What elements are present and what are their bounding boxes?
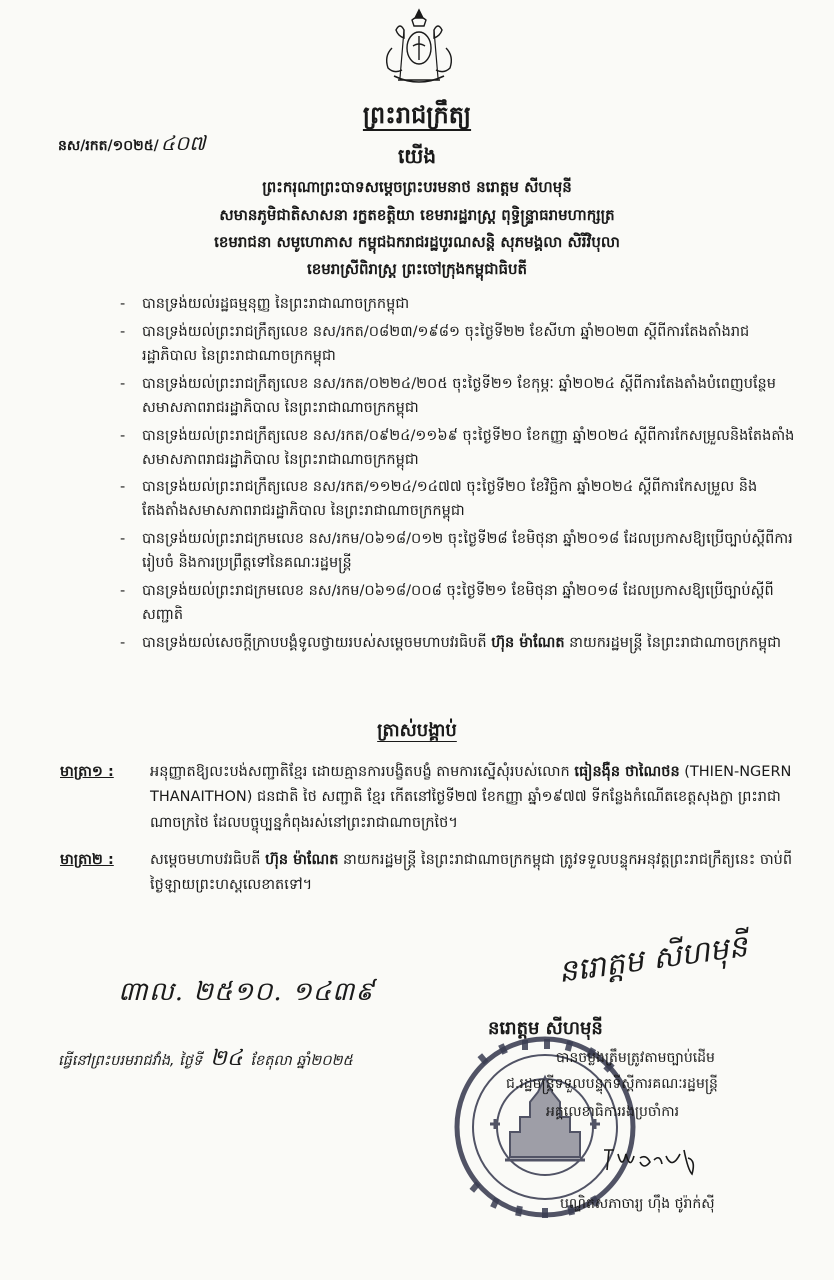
recital-text: បានទ្រង់យល់សេចក្តីក្រាបបង្គំទូលថ្វាយរបស់សម្តេចមហាបវរធិបតី	[142, 634, 492, 651]
recitals-list	[120, 293, 795, 660]
decree-title: ព្រះរាជក្រឹត្យ	[362, 101, 472, 129]
reference-number-handwritten: ៤០៧	[160, 131, 206, 155]
prime-minister-name: ហ៊ុន ម៉ាណែត	[265, 852, 339, 868]
article-2	[60, 848, 800, 899]
recital-item: - បានទ្រង់យល់ព្រះរាជក្រឹត្យលេខ នស/រកត/១១២៤/១៤៧៧ ចុះថ្ងៃទី២០ ខែវិច្ឆិកា ឆ្នាំ២០២៤ ស្តីពីការកែសម្រួល និងតែងតាំងសមាសភាពរាជរដ្ឋាភិបាល នៃព្រះរាជាណាចក្រកម្ពុជា	[120, 476, 795, 524]
signing-place-and-date	[58, 1044, 353, 1076]
article-1	[60, 760, 800, 836]
article-1-text	[150, 760, 800, 836]
reference-prefix: នស/រកត/១០២៥/	[58, 138, 159, 154]
handwritten-registration-number: ៣ាល. ២៥១០. ១៤៣៩	[118, 977, 375, 1007]
certifier-position-line: ជ.រដ្ឋមន្ត្រីទទួលបន្ទុកទីស្តីការគណៈរដ្ឋមន្ត្រី	[506, 1076, 718, 1092]
article-2-text-after: នាយករដ្ឋមន្ត្រី នៃព្រះរាជាណាចក្រកម្ពុជា ត្រូវទទួលបន្ទុកអនុវត្តព្រះរាជក្រឹត្យនេះ ចាប់ពីថ្ងៃឡាយព្រះហស្តលេខាតទៅ។	[150, 852, 793, 894]
royal-coat-of-arms-emblem	[374, 8, 464, 88]
certified-copy-line: បានចម្លងត្រឹមត្រូវតាមច្បាប់ដើម	[556, 1050, 715, 1066]
recital-item: - បានទ្រង់យល់ព្រះរាជក្រឹត្យលេខ នស/រកត/០៩២៤/១១៦៩ ចុះថ្ងៃទី២០ ខែកញ្ញា ឆ្នាំ២០២៤ ស្តីពីការកែសម្រួលនិងតែងតាំងសមាសភាពរាជរដ្ឋាភិបាល នៃព្រះរាជាណាចក្រកម្ពុជា	[120, 425, 795, 473]
article-2-text	[150, 848, 800, 899]
article-2-label: មាត្រា២ :	[60, 852, 114, 868]
date-prefix: ធ្វើនៅព្រះបរមរាជវាំង, ថ្ងៃទី	[58, 1053, 203, 1069]
recital-item: - បានទ្រង់យល់ព្រះរាជក្រឹត្យលេខ នស/រកត/០២២៤/២០៥ ចុះថ្ងៃទី២១ ខែកុម្ភៈ ឆ្នាំ២០២៤ ស្តីពីការតែងតាំងបំពេញបន្ថែមសមាសភាពរាជរដ្ឋាភិបាល នៃព្រះរាជាណាចក្រកម្ពុជា	[120, 373, 795, 421]
recital-item: - បានទ្រង់យល់ព្រះរាជក្រឹត្យលេខ នស/រកត/០៨២៣/១៩៨១ ចុះថ្ងៃទី២២ ខែសីហា ឆ្នាំ២០២៣ ស្តីពីការតែងតាំងរាជរដ្ឋាភិបាល នៃព្រះរាជាណាចក្រកម្ពុជា	[120, 321, 795, 369]
royal-signature-handwritten: នរោត្តម សីហមុនី	[556, 928, 750, 991]
king-title-line-1: ព្រះករុណាព្រះបាទសម្តេចព្រះបរមនាថ នរោត្តម សីហមុនី	[262, 178, 572, 196]
certifier-name: បណ្ឌិតសភាចារ្យ ហ៊ឹង ថូរ៉ាក់ស៊ី	[560, 1196, 715, 1212]
certifier-role-line: អគ្គលេខាធិការរងប្រចាំការ	[546, 1104, 680, 1120]
king-title-line-2: សមានភូមិជាតិសាសនា រក្ខតខត្តិយា ខេមរារដ្ឋរាស្ត្រ ពុទ្ធិន្ទ្រាធរាមហាក្សត្រ	[219, 206, 615, 224]
article-1-text-before: អនុញ្ញាតឱ្យលះបង់សញ្ជាតិខ្មែរ ដោយគ្មានការបង្ខិតបង្ខំ តាមការស្នើសុំរបស់លោក	[150, 764, 575, 780]
king-signatory-name: នរោត្តម សីហមុនី	[488, 1018, 603, 1039]
recital-item: - បានទ្រង់យល់ព្រះរាជក្រមលេខ នស/រកម/០៦១៨/០០៨ ចុះថ្ងៃទី២១ ខែមិថុនា ឆ្នាំ២០១៨ ដែលប្រកាសឱ្យប្រើច្បាប់ស្តីពីសញ្ជាតិ	[120, 580, 795, 628]
king-title-line-3: ខេមរាជនា សមូហោភាស កម្ពុជឯករាជរដ្ឋបូរណសន្តិ សុភមង្គលា សិរីវិបុលា	[214, 233, 620, 251]
king-title-line-4: ខេមរាស្រីពិរាស្ត្រ ព្រះចៅក្រុងកម្ពុជាធិបតី	[306, 260, 528, 278]
article-1-label: មាត្រា១ :	[60, 764, 114, 780]
applicant-name: ធៀនង៉ឺន ថាណៃថន	[574, 764, 680, 780]
orders-heading: ត្រាស់បង្គាប់	[377, 720, 457, 741]
article-2-text-before: សម្តេចមហាបវរធិបតី	[150, 852, 266, 868]
date-day-handwritten: ២៤	[210, 1046, 243, 1071]
certifier-signature-handwritten	[600, 1140, 700, 1180]
recital-item: - បានទ្រង់យល់រដ្ឋធម្មនុញ្ញ នៃព្រះរាជាណាចក្រកម្ពុជា	[120, 293, 795, 317]
article-1-text-after: (THIEN-NGERN THANAITHON) ជនជាតិ ថៃ សញ្ជាតិ ខ្មែរ កើតនៅថ្ងៃទី២៧ ខែកញ្ញា ឆ្នាំ១៩៧៧ ទីកន្លែងកំណើតខេត្តសុងក្លា ព្រះរាជាណាចក្រថៃ ដែលបច្ចុប្បន្នកំពុងរស់នៅព្រះរាជាណាចក្រថៃ។	[150, 764, 792, 831]
recital-item: - បានទ្រង់យល់ព្រះរាជក្រមលេខ នស/រកម/០៦១៨/០១២ ចុះថ្ងៃទី២៨ ខែមិថុនា ឆ្នាំ២០១៨ ដែលប្រកាសឱ្យប្រើច្បាប់ស្តីពីការរៀបចំ និងការប្រព្រឹត្តទៅនៃគណៈរដ្ឋមន្ត្រី	[120, 528, 795, 576]
recital-item	[120, 632, 795, 656]
date-suffix: ខែតុលា ឆ្នាំ២០២៥	[250, 1053, 353, 1069]
recital-text: នាយករដ្ឋមន្ត្រី នៃព្រះរាជាណាចក្រកម្ពុជា	[564, 634, 782, 651]
we-heading: យើង	[397, 144, 437, 168]
prime-minister-name: ហ៊ុន ម៉ាណែត	[491, 634, 565, 651]
